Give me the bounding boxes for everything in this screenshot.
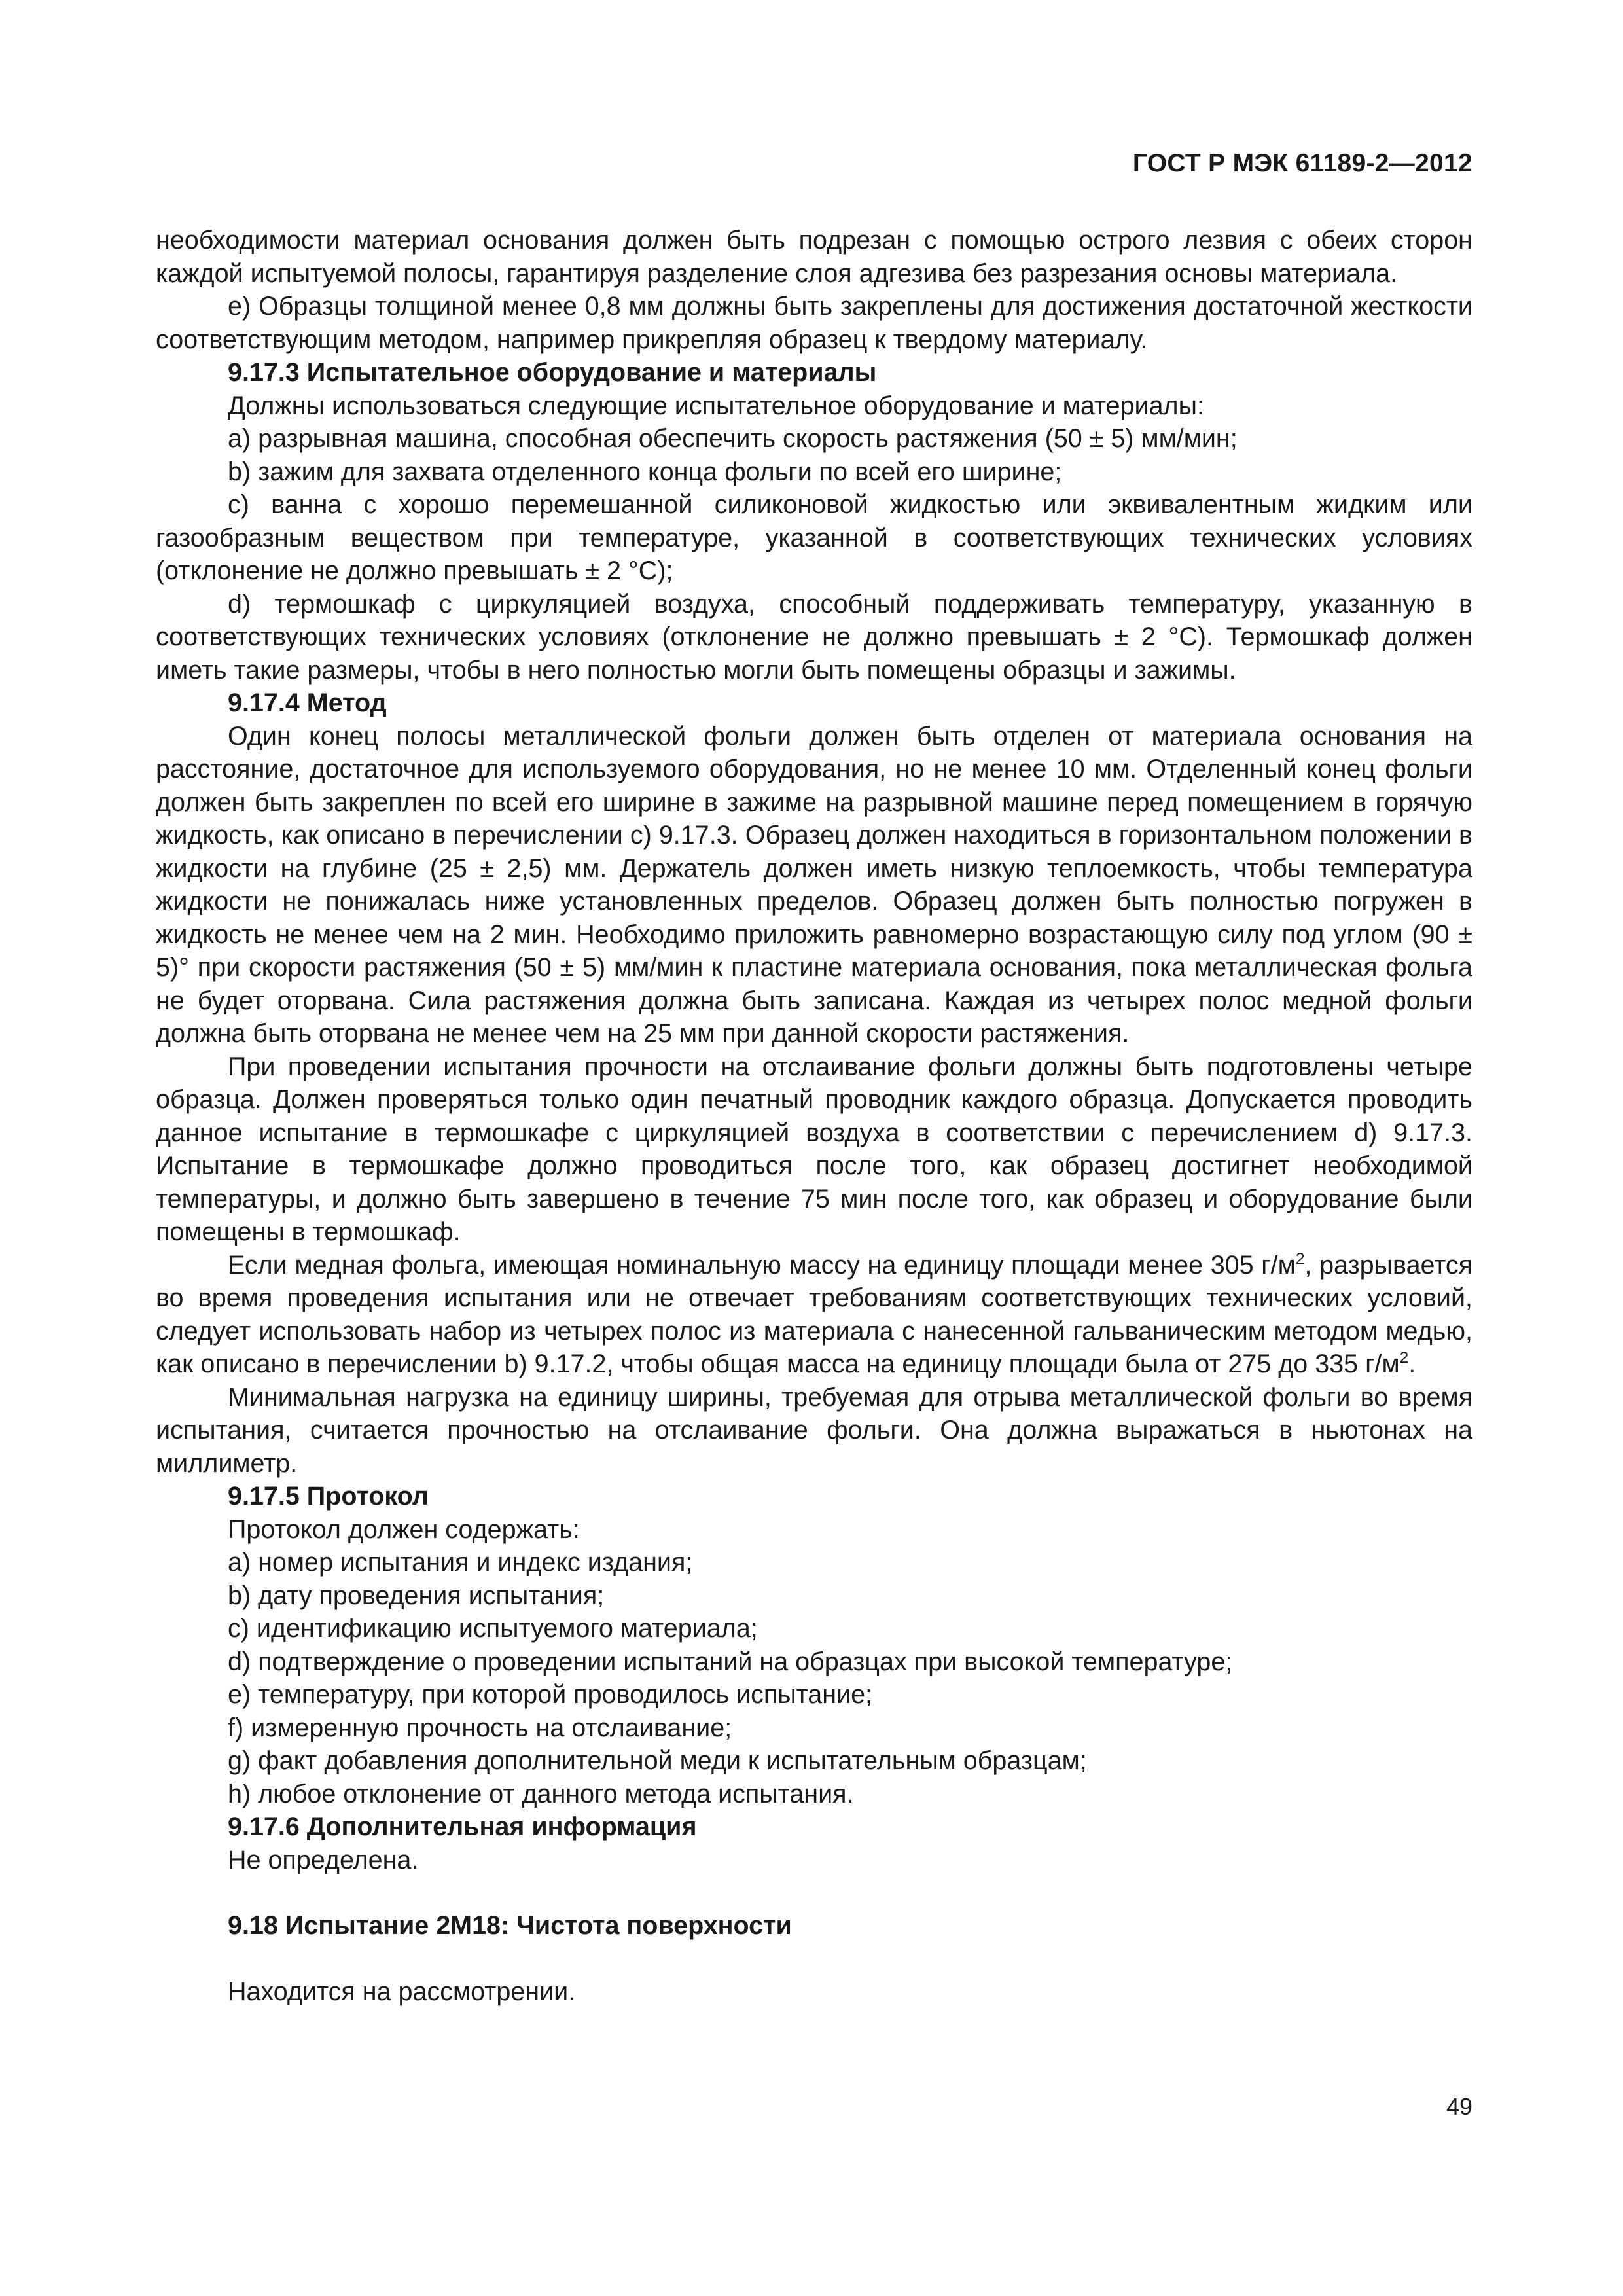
text-span: Если медная фольга, имеющая номинальную массу на единицу площади менее 305 г/м (228, 1250, 1296, 1280)
section-heading: 9.18 Испытание 2М18: Чистота поверхности (228, 1911, 792, 1940)
paragraph: необходимости материал основания должен быть подрезан с помощью острого лезвия с обеих сторон каждой испытуемой полосы, гарантируя разделение слоя адгезива без разрезания основы материала. (156, 226, 1472, 288)
paragraph: При проведении испытания прочности на отслаивание фольги должны быть подготовлены четыре образца. Должен проверяться только один печатный проводник каждого образца. Допускается проводить данное испытание в термошкафе с циркуляцией воздуха в соответствии с перечислением d) 9.17.3. Испытание в термошкафе должно проводиться после того, как образец достигнет необходимой температуры, и должно быть завершено в течение 75 мин после того, как образец и оборудование были помещены в термошкаф. (156, 1052, 1472, 1246)
paragraph: е) Образцы толщиной менее 0,8 мм должны быть закреплены для достижения достаточной жесткости соответствующим методом, например прикрепляя образец к твердому материалу. (156, 292, 1472, 354)
list-item: c) идентификацию испытуемого материала; (228, 1614, 758, 1643)
list-item: e) температуру, при которой проводилось испытание; (228, 1680, 873, 1709)
section-heading: 9.17.6 Дополнительная информация (228, 1812, 697, 1841)
page-number: 49 (1446, 2093, 1472, 2120)
document-header: ГОСТ Р МЭК 61189-2—2012 (1132, 149, 1472, 177)
list-item: c) ванна с хорошо перемешанной силиконовой жидкостью или эквивалентным жидким или газообразным веществом при температуре, указанной в соответствующих технических условиях (отклонение не должно превышать ± 2 °С); (156, 490, 1472, 585)
text-span: . (1408, 1350, 1416, 1378)
paragraph: Протокол должен содержать: (228, 1515, 580, 1544)
paragraph: Не определена. (228, 1845, 419, 1874)
list-item: g) факт добавления дополнительной меди к испытательным образцам; (228, 1746, 1087, 1775)
list-item: a) разрывная машина, способная обеспечить скорость растяжения (50 ± 5) мм/мин; (228, 424, 1238, 453)
list-item: b) зажим для захвата отделенного конца фольги по всей его ширине; (228, 457, 1062, 486)
paragraph: Минимальная нагрузка на единицу ширины, требуемая для отрыва металлической фольги во время испытания, считается прочностью на отслаивание фольги. Она должна выражаться в ньютонах на миллиметр. (156, 1382, 1472, 1478)
paragraph: Один конец полосы металлической фольги должен быть отделен от материала основания на расстояние, достаточное для используемого оборудования, но не менее 10 мм. Отделенный конец фольги должен быть закреплен по всей его ширине в зажиме на разрывной машине перед помещением в горячую жидкость, как описано в перечислении с) 9.17.3. Образец должен находиться в горизонтальном положении в жидкости на глубине (25 ± 2,5) мм. Держатель должен иметь низкую теплоемкость, чтобы температура жидкости не понижалась ниже установленных пределов. Образец должен быть полностью погружен в жидкость не менее чем на 2 мин. Необходимо приложить равномерно возрастающую силу под углом (90 ± 5)° при скорости растяжения (50 ± 5) мм/мин к пластине материала основания, пока металлическая фольга не будет оторвана. Сила растяжения должна быть записана. Каждая из четырех полос медной фольги должна быть оторвана не менее чем на 25 мм при данной скорости растяжения. (156, 721, 1472, 1048)
list-item: f) измеренную прочность на отслаивание; (228, 1713, 732, 1742)
superscript: 2 (1399, 1349, 1409, 1367)
section-heading: 9.17.4 Метод (228, 689, 387, 717)
superscript: 2 (1295, 1249, 1305, 1268)
list-item: h) любое отклонение от данного метода испытания. (228, 1779, 854, 1808)
list-item: d) термошкаф с циркуляцией воздуха, способный поддерживать температуру, указанную в соответствующих технических условиях (отклонение не должно превышать ± 2 °С). Термошкаф должен иметь такие размеры, чтобы в него полностью могли быть помещены образцы и зажимы. (156, 589, 1472, 685)
paragraph: Находится на рассмотрении. (228, 1977, 576, 2006)
list-item: d) подтверждение о проведении испытаний на образцах при высокой температуре; (228, 1647, 1233, 1676)
list-item: b) дату проведения испытания; (228, 1581, 605, 1610)
section-heading: 9.17.3 Испытательное оборудование и материалы (228, 358, 877, 387)
list-item: a) номер испытания и индекс издания; (228, 1548, 693, 1577)
document-body (156, 224, 1472, 2008)
paragraph: Должны использоваться следующие испытательное оборудование и материалы: (228, 391, 1204, 420)
section-heading: 9.17.5 Протокол (228, 1482, 429, 1511)
paragraph (156, 1249, 1472, 1381)
text-span: , разрывается во время проведения испытания или не отвечает требованиям соответствующих технических условий, следует использовать набор из четырех полос из материала с нанесенной гальваническим методом медью, как описано в перечислении b) 9.17.2, чтобы общая масса на единицу площади была от 275 до 335 г/м (156, 1250, 1472, 1378)
